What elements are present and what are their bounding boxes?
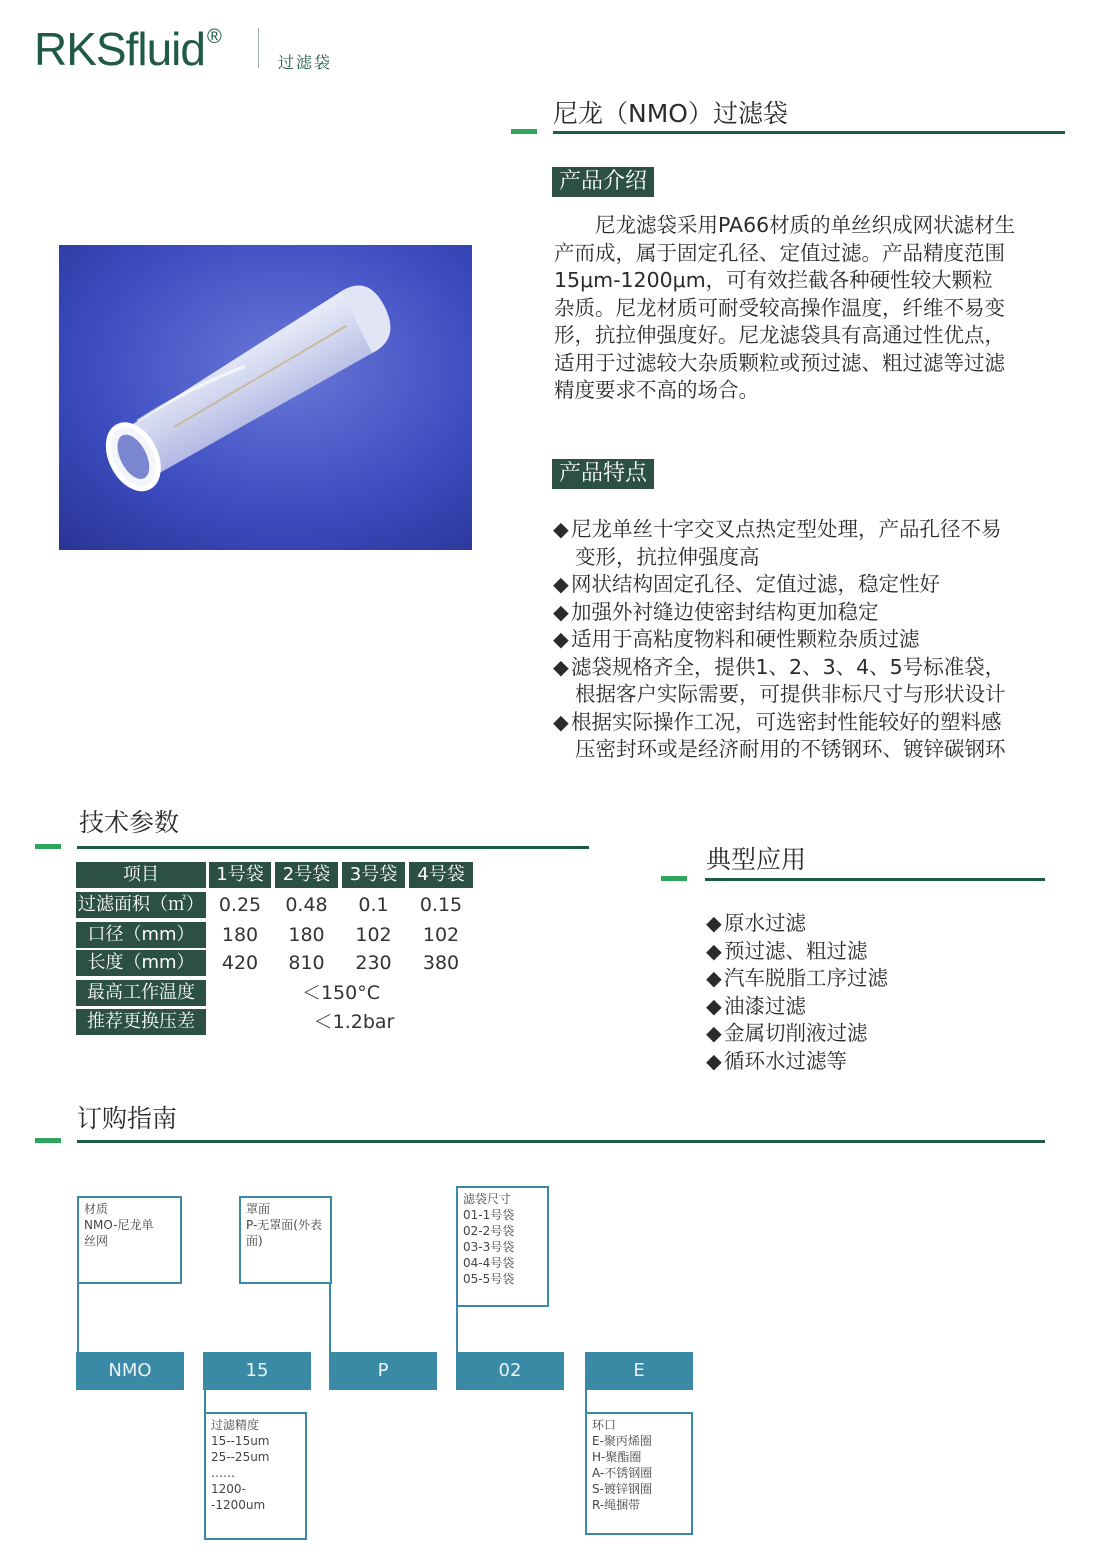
feature-item — [553, 516, 1073, 571]
precision-line: …… — [211, 1466, 235, 1480]
precision-line: 1200--1200um — [211, 1482, 266, 1512]
spec-cell: 0.25 — [218, 894, 262, 916]
ring-line: S-镀锌钢圈 — [592, 1482, 652, 1496]
feature-text-cont: 变形，抗拉伸强度高 — [575, 544, 760, 569]
feature-item — [553, 654, 1073, 709]
application-item — [706, 1048, 1066, 1076]
applications-title: 典型应用 — [706, 845, 807, 874]
diamond-bullet-icon: ◆ — [553, 572, 569, 596]
spec-header-bag3: 3号袋 — [342, 862, 405, 888]
spec-row-label: 过滤面积（㎡） — [76, 892, 206, 918]
application-item — [706, 993, 1066, 1021]
diamond-bullet-icon: ◆ — [553, 517, 569, 541]
application-text: 汽车脱脂工序过滤 — [724, 966, 888, 990]
specs-title-rule — [77, 846, 589, 849]
intro-line: 精度要求不高的场合。 — [554, 378, 759, 402]
ring-line: R-绳捆带 — [592, 1498, 641, 1512]
filter-bag-icon — [59, 245, 472, 550]
specs-title-accent — [35, 844, 61, 849]
feature-text: 加强外衬缝边使密封结构更加稳定 — [571, 599, 879, 624]
spec-max-temp: ＜150°C — [301, 982, 381, 1004]
cover-title: 罩面 — [246, 1202, 271, 1216]
ring-line: A-不锈钢圈 — [592, 1466, 653, 1480]
application-item — [706, 1020, 1066, 1048]
intro-paragraph — [554, 212, 1064, 405]
diamond-bullet-icon: ◆ — [553, 599, 569, 624]
size-line: 02-2号袋 — [463, 1224, 515, 1238]
spec-cell: 230 — [355, 952, 392, 974]
spec-cell: 380 — [422, 952, 460, 974]
features-list — [553, 516, 1073, 764]
intro-line: 适用于过滤较大杂质颗粒或预过滤、粗过滤等过滤 — [554, 350, 1005, 375]
ordering-title-rule — [77, 1140, 1045, 1143]
material-title: 材质 — [84, 1202, 109, 1216]
product-title-rule — [553, 131, 1065, 134]
feature-text: 适用于高粘度物料和硬性颗粒杂质过滤 — [571, 627, 920, 651]
spec-header-bag1: 1号袋 — [209, 862, 271, 888]
feature-text-cont: 根据客户实际需要，可提供非标尺寸与形状设计 — [575, 682, 1006, 706]
code-material: NMO — [76, 1352, 184, 1390]
application-item — [706, 910, 1066, 938]
precision-title: 过滤精度 — [211, 1418, 260, 1432]
cover-box — [239, 1196, 332, 1284]
spec-cell: 0.48 — [285, 894, 328, 916]
diamond-bullet-icon: ◆ — [553, 627, 569, 651]
feature-text: 滤袋规格齐全，提供1、2、3、4、5号标准袋， — [571, 654, 1006, 679]
feature-text: 根据实际操作工况，可选密封性能较好的塑料感 — [571, 709, 1002, 734]
application-text: 油漆过滤 — [724, 993, 806, 1018]
spec-header-bag2: 2号袋 — [275, 862, 338, 888]
diamond-bullet-icon: ◆ — [706, 993, 722, 1018]
diamond-bullet-icon: ◆ — [706, 966, 722, 990]
ring-line: H-聚酯圈 — [592, 1450, 642, 1464]
ring-box — [585, 1412, 693, 1535]
application-item — [706, 938, 1066, 966]
filter-bag-photo — [59, 245, 472, 550]
spec-header-item: 项目 — [76, 862, 206, 888]
cover-line: P-无罩面(外表面) — [246, 1218, 322, 1248]
applications-title-rule — [705, 878, 1045, 881]
product-title-accent — [511, 129, 537, 134]
diamond-bullet-icon: ◆ — [706, 911, 722, 935]
size-box — [456, 1186, 549, 1307]
spec-row-label: 最高工作温度 — [76, 980, 206, 1006]
spec-cell: 180 — [288, 924, 325, 946]
feature-text: 网状结构固定孔径、定值过滤，稳定性好 — [571, 572, 940, 596]
product-title: 尼龙（NMO）过滤袋 — [553, 99, 788, 128]
ordering-title: 订购指南 — [77, 1104, 178, 1133]
application-text: 原水过滤 — [724, 911, 806, 935]
size-title: 滤袋尺寸 — [463, 1192, 512, 1206]
feature-text: 尼龙单丝十字交叉点热定型处理，产品孔径不易 — [571, 517, 1002, 541]
application-text: 循环水过滤等 — [724, 1048, 847, 1073]
spec-row-label: 口径（mm） — [76, 922, 206, 948]
specs-title: 技术参数 — [79, 808, 180, 837]
intro-line: 杂质。尼龙材质可耐受较高操作温度，纤维不易变 — [554, 295, 1005, 320]
code-size: 02 — [456, 1352, 564, 1390]
feature-item — [553, 599, 1073, 627]
spec-cell: 102 — [355, 924, 392, 946]
ring-line: E-聚丙烯圈 — [592, 1434, 652, 1448]
category-label: 过滤袋 — [278, 53, 333, 72]
application-item — [706, 965, 1066, 993]
material-box — [77, 1196, 182, 1284]
spec-row-label: 推荐更换压差 — [76, 1009, 206, 1035]
spec-cell: 420 — [221, 952, 259, 974]
precision-line: 25--25um — [211, 1450, 270, 1464]
size-line: 01-1号袋 — [463, 1208, 515, 1222]
code-ring: E — [585, 1352, 693, 1390]
feature-item — [553, 571, 1073, 599]
material-line: 丝网 — [84, 1234, 109, 1248]
spec-cell: 0.15 — [419, 894, 463, 916]
code-cover: P — [329, 1352, 437, 1390]
header-divider — [258, 28, 259, 68]
diamond-bullet-icon: ◆ — [706, 1048, 722, 1073]
intro-line: 产而成，属于固定孔径、定值过滤。产品精度范围 — [554, 240, 1005, 265]
precision-box — [204, 1412, 307, 1540]
size-line: 05-5号袋 — [463, 1272, 515, 1286]
diamond-bullet-icon: ◆ — [553, 709, 569, 734]
code-precision: 15 — [203, 1352, 311, 1390]
feature-item — [553, 626, 1073, 654]
application-text: 预过滤、粗过滤 — [724, 938, 868, 963]
spec-cell: 102 — [422, 924, 460, 946]
spec-pressure: ＜1.2bar — [313, 1011, 395, 1033]
features-label: 产品特点 — [552, 459, 654, 489]
diamond-bullet-icon: ◆ — [553, 654, 569, 679]
brand-logo — [34, 22, 221, 76]
precision-line: 15--15um — [211, 1434, 270, 1448]
spec-cell: 0.1 — [358, 894, 389, 916]
brand-name: RKSfluid — [34, 23, 205, 75]
spec-cell: 180 — [221, 924, 259, 946]
application-text: 金属切削液过滤 — [724, 1021, 868, 1045]
ordering-title-accent — [35, 1138, 61, 1143]
size-line: 04-4号袋 — [463, 1256, 515, 1270]
size-line: 03-3号袋 — [463, 1240, 515, 1254]
feature-item — [553, 709, 1073, 764]
intro-line: 15μm-1200μm，可有效拦截各种硬性较大颗粒 — [554, 268, 993, 292]
diamond-bullet-icon: ◆ — [706, 938, 722, 963]
intro-line: 形，抗拉伸强度好。尼龙滤袋具有高通过性优点， — [554, 323, 1005, 347]
spec-header-bag4: 4号袋 — [409, 862, 473, 888]
spec-row-label: 长度（mm） — [76, 950, 206, 976]
intro-label: 产品介绍 — [552, 167, 654, 197]
ring-title: 环口 — [592, 1418, 617, 1432]
intro-line: 尼龙滤袋采用PA66材质的单丝织成网状滤材生 — [554, 213, 1016, 237]
applications-list — [706, 910, 1066, 1075]
spec-cell: 810 — [288, 952, 325, 974]
material-line: NMO-尼龙单 — [84, 1218, 154, 1232]
registered-mark: ® — [206, 26, 221, 48]
applications-title-accent — [661, 876, 687, 881]
diamond-bullet-icon: ◆ — [706, 1021, 722, 1045]
feature-text-cont: 压密封环或是经济耐用的不锈钢环、镀锌碳钢环 — [575, 737, 1006, 761]
